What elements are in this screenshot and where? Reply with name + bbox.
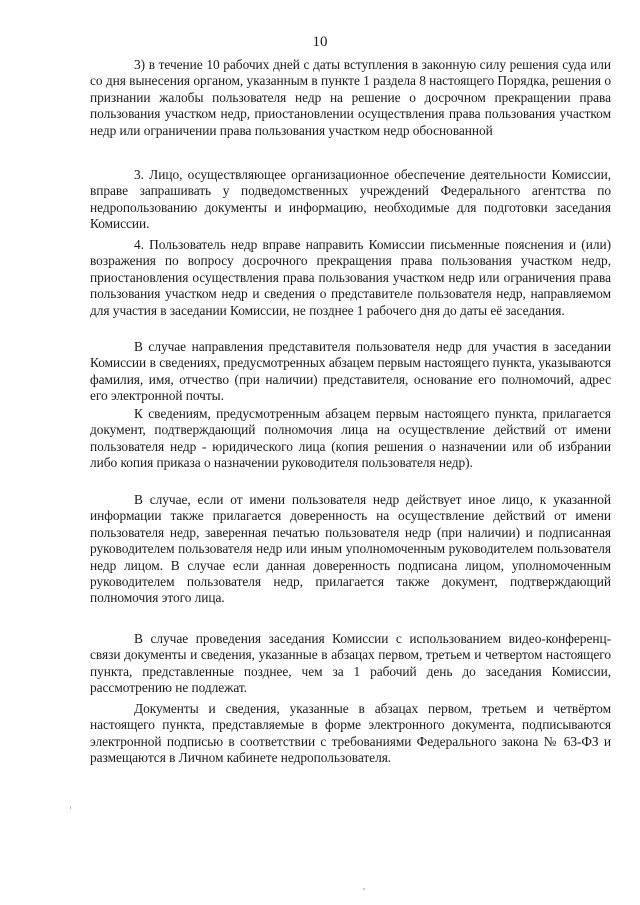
paragraph-text: В случае проведения заседания Комиссии с использованием видео-конференц-связи документы и сведения, указанные в абзацах первом, третьем и четвертом настоящего пункта, представленные позднее, чем за 1 рабочий день до заседания Комиссии, рассмотрению не подлежат. xyxy=(90,631,611,696)
paragraph-text: 3) в течение 10 рабочих дней с даты вступления в законную силу решения суда или со дня вынесения органом, указанным в пункте 1 раздела 8 настоящего Порядка, решения о признании жалобы пользователя недр на решение о досрочном прекращении права пользования участком недр, приостановлении осуществления права пользования участком недр или ограничении права пользования участком недр обоснованной xyxy=(90,57,611,138)
paragraph-text: Документы и сведения, указанные в абзацах первом, третьем и четвёртом настоящего пункта, представляемые в форме электронного документа, подписываются электронной подписью в соответствии с требованиями Федерального закона № 63-ФЗ и размещаются в Личном кабинете недропользователя. xyxy=(90,701,611,766)
paragraph-item-3 xyxy=(90,167,611,233)
paragraph-attachments xyxy=(90,406,611,472)
paragraph-text: 3. Лицо, осуществляющее организационное обеспечение деятельности Комиссии, вправе запрашивать у подведомственных учреждений Федерального агентства по недропользованию документы и информацию, необходимые для подготовки заседания Комиссии. xyxy=(90,167,611,232)
paragraph-text: В случае, если от имени пользователя недр действует иное лицо, к указанной информации также прилагается доверенность на осуществление действий от имени пользователя недр, заверенная печатью пользователя недр (при наличии) и подписанная руководителем пользователя недр или иным уполномоченным руководителем пользователя недр лицом. В случае если данная доверенность подписана лицом, уполномоченным руководителем пользователя недр, прилагается также документ, подтверждающий полномочия этого лица. xyxy=(90,492,611,606)
paragraph-text: В случае направления представителя пользователя недр для участия в заседании Комиссии в сведениях, предусмотренных абзацем первым настоящего пункта, указываются фамилия, имя, отчество (при наличии) представителя, основание его полномочий, адрес его электронной почты. xyxy=(90,339,611,404)
paragraph-video-conference xyxy=(90,631,611,697)
paragraph-representative xyxy=(90,339,611,405)
paragraph-text: К сведениям, предусмотренным абзацем первым настоящего пункта, прилагается документ, подтверждающий полномочия лица на осуществление действий от имени пользователя недр - юридического лица (копия решения о назначении или об избрании либо копия приказа о назначении руководителя пользователя недр). xyxy=(90,406,611,471)
paragraph-power-of-attorney xyxy=(90,492,611,607)
paragraph-text: 4. Пользователь недр вправе направить Комиссии письменные пояснения и (или) возражения по вопросу досрочного прекращения права пользования участком недр, приостановления осуществления права пользования участком недр или ограничения права пользования участком недр и сведения о представителе пользователя недр, направляемом для участия в заседании Комиссии, не позднее 1 рабочего дня до даты её заседания. xyxy=(90,237,611,318)
paragraph-subitem-3 xyxy=(90,57,611,139)
paragraph-item-4 xyxy=(90,237,611,319)
paragraph-electronic-signature xyxy=(90,701,611,767)
scan-artifact xyxy=(363,888,365,890)
page-number: 10 xyxy=(312,34,328,50)
scan-artifact xyxy=(70,806,71,809)
